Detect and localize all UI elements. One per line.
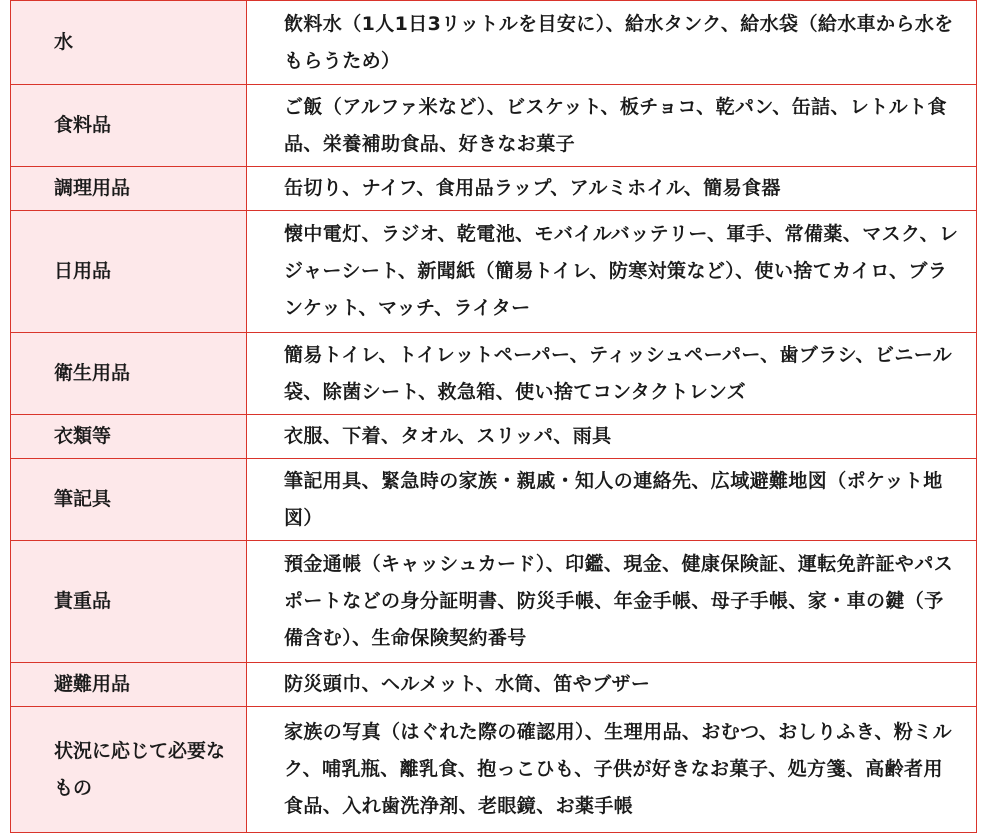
category-cell: 食料品 — [11, 85, 247, 167]
table-row — [11, 707, 977, 833]
category-cell: 調理用品 — [11, 167, 247, 211]
emergency-supplies-table — [10, 0, 977, 833]
items-cell: 防災頭巾、ヘルメット、水筒、笛やブザー — [247, 663, 977, 707]
category-cell: 筆記具 — [11, 459, 247, 541]
table-row — [11, 211, 977, 333]
items-cell: 簡易トイレ、トイレットペーパー、ティッシュペーパー、歯ブラシ、ビニール袋、除菌シート、救急箱、使い捨てコンタクトレンズ — [247, 333, 977, 415]
table-row — [11, 459, 977, 541]
table-row — [11, 1, 977, 85]
table-row — [11, 415, 977, 459]
table-row — [11, 541, 977, 663]
category-cell: 日用品 — [11, 211, 247, 333]
items-cell: 筆記用具、緊急時の家族・親戚・知人の連絡先、広域避難地図（ポケット地図） — [247, 459, 977, 541]
table-row — [11, 85, 977, 167]
table-row — [11, 663, 977, 707]
items-cell: 懐中電灯、ラジオ、乾電池、モバイルバッテリー、軍手、常備薬、マスク、レジャーシート、新聞紙（簡易トイレ、防寒対策など）、使い捨てカイロ、ブランケット、マッチ、ライター — [247, 211, 977, 333]
category-cell: 避難用品 — [11, 663, 247, 707]
category-cell: 状況に応じて必要なもの — [11, 707, 247, 833]
items-cell: 缶切り、ナイフ、食用品ラップ、アルミホイル、簡易食器 — [247, 167, 977, 211]
category-cell: 衛生用品 — [11, 333, 247, 415]
category-cell: 水 — [11, 1, 247, 85]
items-cell: 衣服、下着、タオル、スリッパ、雨具 — [247, 415, 977, 459]
table-row — [11, 333, 977, 415]
category-cell: 貴重品 — [11, 541, 247, 663]
items-cell: 預金通帳（キャッシュカード）、印鑑、現金、健康保険証、運転免許証やパスポートなどの身分証明書、防災手帳、年金手帳、母子手帳、家・車の鍵（予備含む）、生命保険契約番号 — [247, 541, 977, 663]
items-cell: ご飯（アルファ米など）、ビスケット、板チョコ、乾パン、缶詰、レトルト食品、栄養補助食品、好きなお菓子 — [247, 85, 977, 167]
table-row — [11, 167, 977, 211]
category-cell: 衣類等 — [11, 415, 247, 459]
items-cell: 飲料水（1人1日3リットルを目安に）、給水タンク、給水袋（給水車から水をもらうため） — [247, 1, 977, 85]
items-cell: 家族の写真（はぐれた際の確認用）、生理用品、おむつ、おしりふき、粉ミルク、哺乳瓶、離乳食、抱っこひも、子供が好きなお菓子、処方箋、高齢者用食品、入れ歯洗浄剤、老眼鏡、お薬手帳 — [247, 707, 977, 833]
